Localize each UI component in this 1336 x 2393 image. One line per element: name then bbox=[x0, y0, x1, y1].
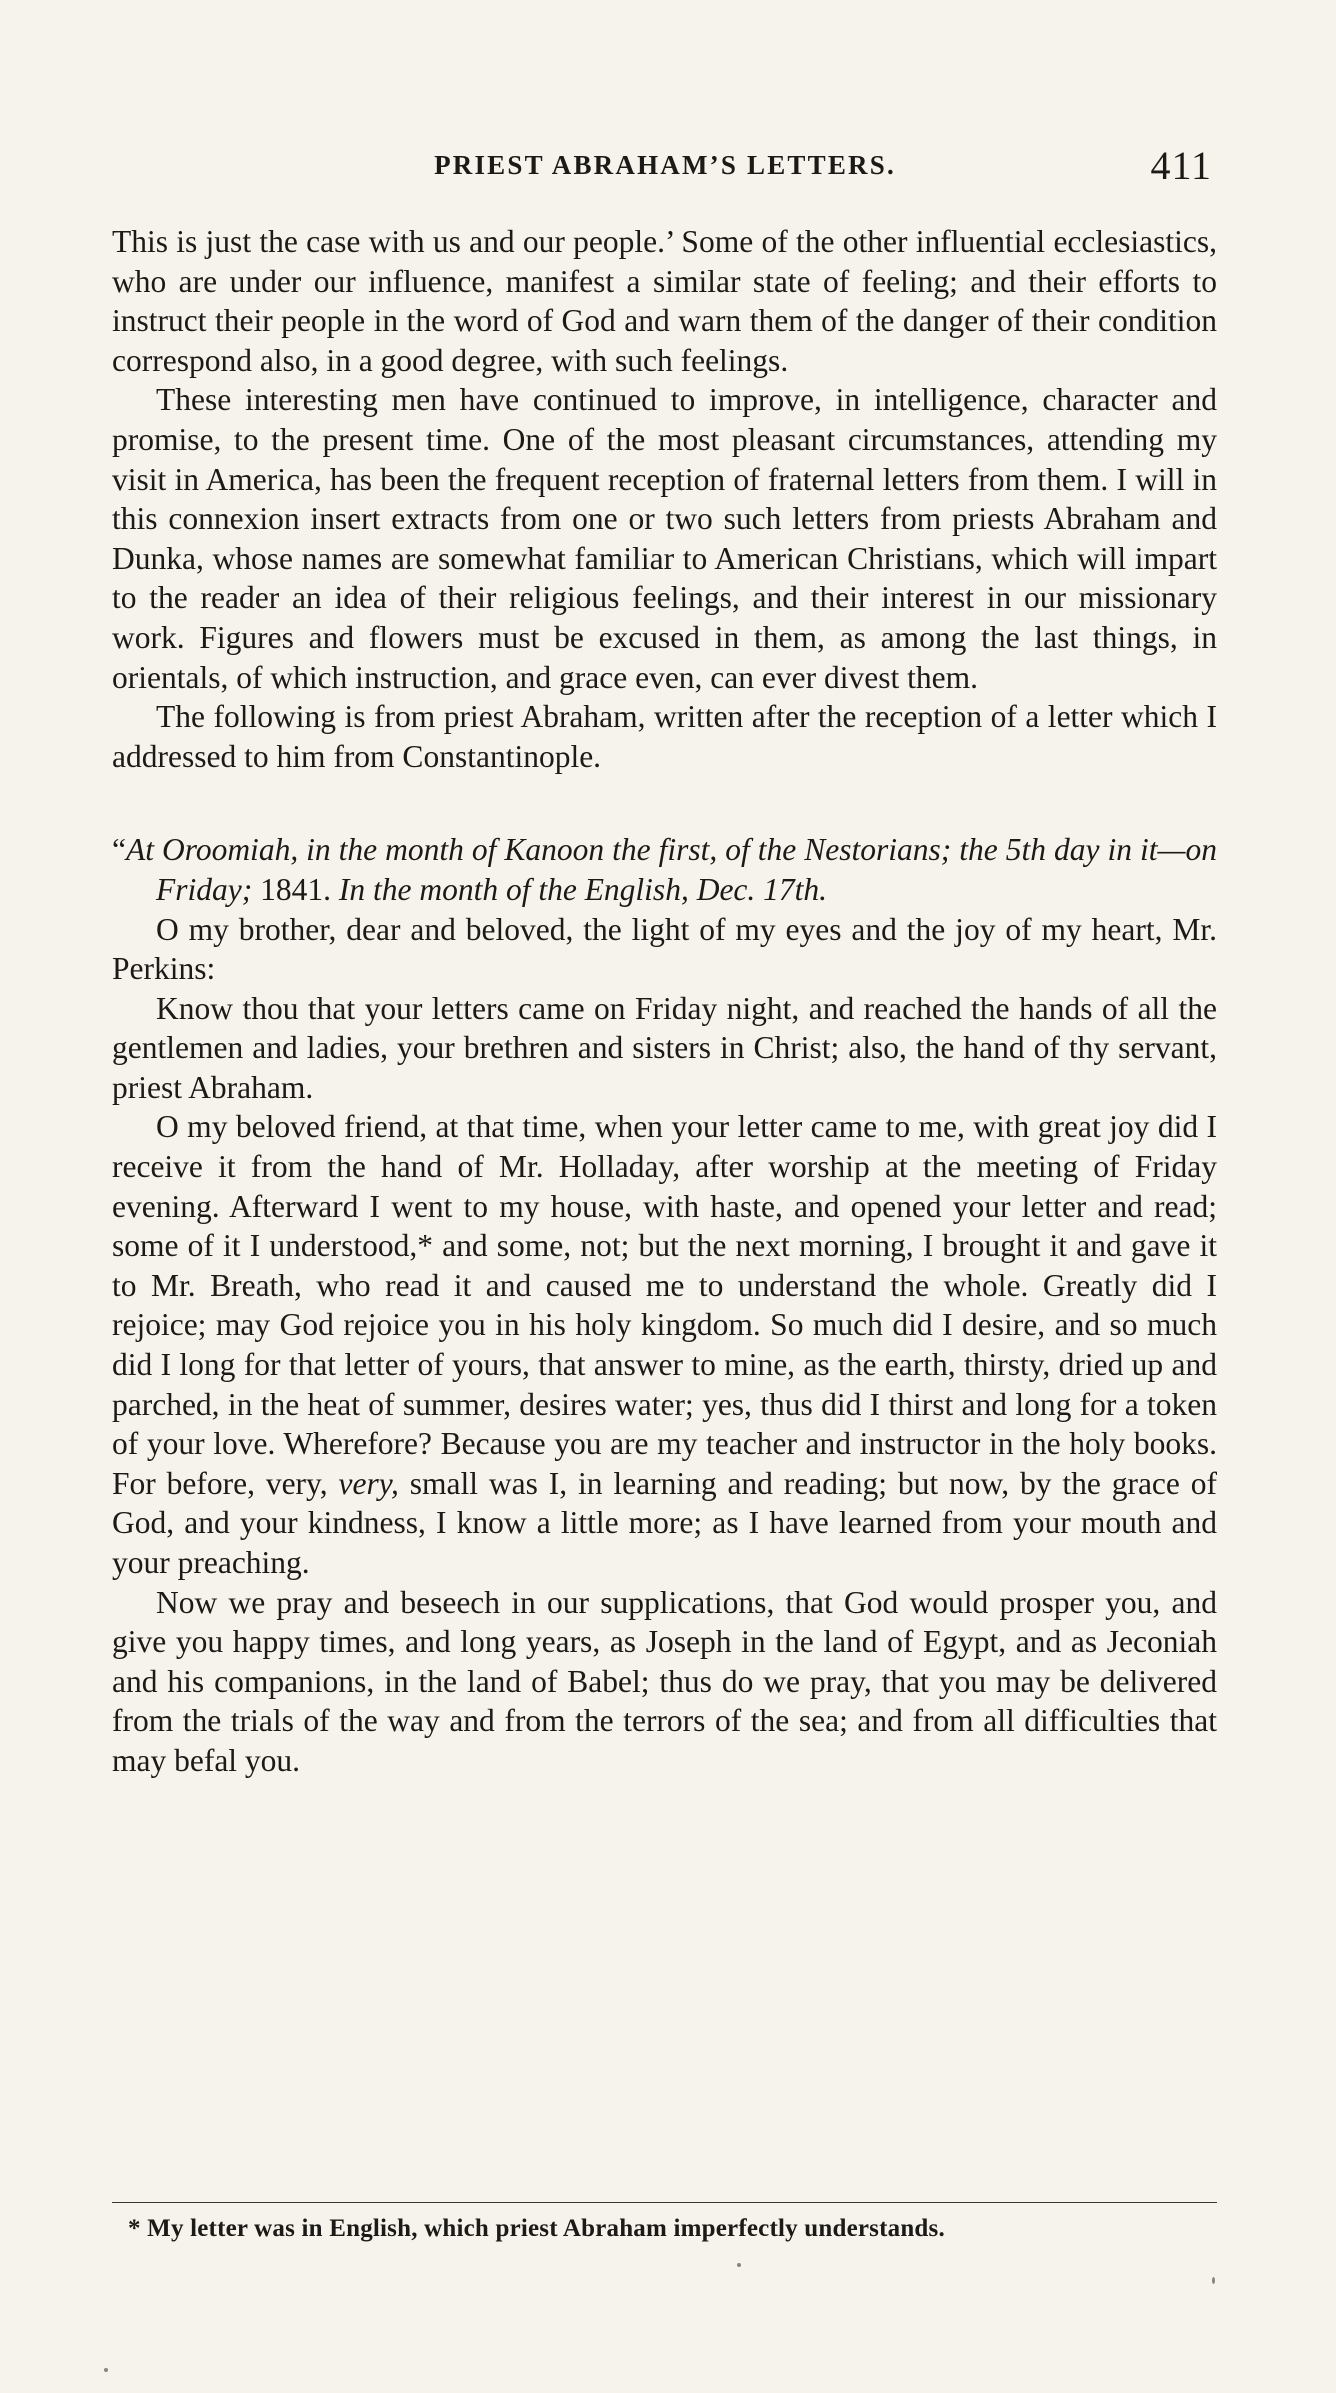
letter-heading-year: 1841. bbox=[252, 871, 339, 907]
paper-speck bbox=[1212, 2277, 1215, 2284]
letter-heading-english-date: In the month of the English, Dec. 17th. bbox=[338, 871, 828, 907]
running-head bbox=[110, 142, 1220, 192]
page-number: 411 bbox=[1150, 143, 1212, 188]
paragraph-3: The following is from priest Abraham, written after the reception of a letter which I addressed to him from Constantinople. bbox=[112, 699, 1217, 774]
paragraph-5: Know thou that your letters came on Friday night, and reached the hands of all the gentlemen and ladies, your brethren and sisters in Christ; also, the hand of thy servant, priest Abraham. bbox=[112, 990, 1217, 1105]
paper-speck bbox=[737, 2263, 741, 2267]
footnote: * My letter was in English, which priest Abraham imperfectly understands. bbox=[128, 2215, 945, 2242]
paragraph-6-emphasis: very, bbox=[338, 1465, 399, 1501]
paragraph-6-end: small was I, in learning and reading; but now, by the grace of God, and your kindness, I know a little more; as I have learned from your mouth and your preaching. bbox=[112, 1465, 1218, 1580]
open-quote: “ bbox=[112, 832, 126, 868]
footnote-rule bbox=[112, 2202, 1217, 2203]
paragraph-7: Now we pray and beseech in our supplications, that God would prosper you, and give you happy times, and long years, as Joseph in the land of Egypt, and as Jeconiah and his companions, in the land of Babel; thus do we pray, that you may be delivered from the trials of the way and from the terrors of the sea; and from all difficulties that may befal you. bbox=[112, 1584, 1217, 1778]
paragraph-6-text: O my beloved friend, at that time, when your letter came to me, with great joy did I receive it from the hand of Mr. Holladay, after worship at the meeting of Friday evening. Afterward I went to my house, with haste, and opened your letter and read; some of it I understood,* and some, not; but the next morning, I brought it and gave it to Mr. Breath, who read it and caused me to understand the whole. Greatly did I rejoice; may God rejoice you in his holy kingdom. So much did I desire, and so much did I long for that letter of yours, that answer to mine, as the earth, thirsty, dried up and parched, in the heat of summer, desires water; yes, thus did I thirst and long for a token of your love. Wherefore? Because you are my teacher and instructor in the holy books. For before, very, bbox=[112, 1109, 1217, 1501]
paragraph-2: These interesting men have continued to improve, in intelligence, character and promise, to the present time. One of the most pleasant circumstances, attending my visit in America, has been the frequent reception of fraternal letters from them. I will in this connexion insert extracts from one or two such letters from priests Abraham and Dunka, whose names are somewhat familiar to American Christians, which will impart to the reader an idea of their religious feelings, and their interest in our missionary work. Figures and flowers must be excused in them, as among the last things, in orientals, of which instruction, and grace even, can ever divest them. bbox=[112, 382, 1217, 695]
paragraph-6 bbox=[112, 1107, 1217, 1582]
running-title: PRIEST ABRAHAM’S LETTERS. bbox=[434, 150, 896, 180]
paper-speck bbox=[104, 2368, 108, 2372]
paragraph-1: This is just the case with us and our people.’ Some of the other influential ecclesiastics, who are under our influence, manifest a similar state of feeling; and their efforts to instruct their people in the word of God and warn them of the danger of their condition correspond also, in a good degree, with such feelings. bbox=[112, 224, 1217, 378]
letter-heading-place-date: At Oroomiah, in the month of Kanoon the first, of the Nestorians; the 5th day in it—on Friday; bbox=[125, 832, 1217, 907]
letter-heading bbox=[112, 830, 1217, 909]
body-text bbox=[112, 222, 1217, 1781]
paragraph-salutation: O my brother, dear and beloved, the light of my eyes and the joy of my heart, Mr. Perkins: bbox=[112, 911, 1217, 987]
